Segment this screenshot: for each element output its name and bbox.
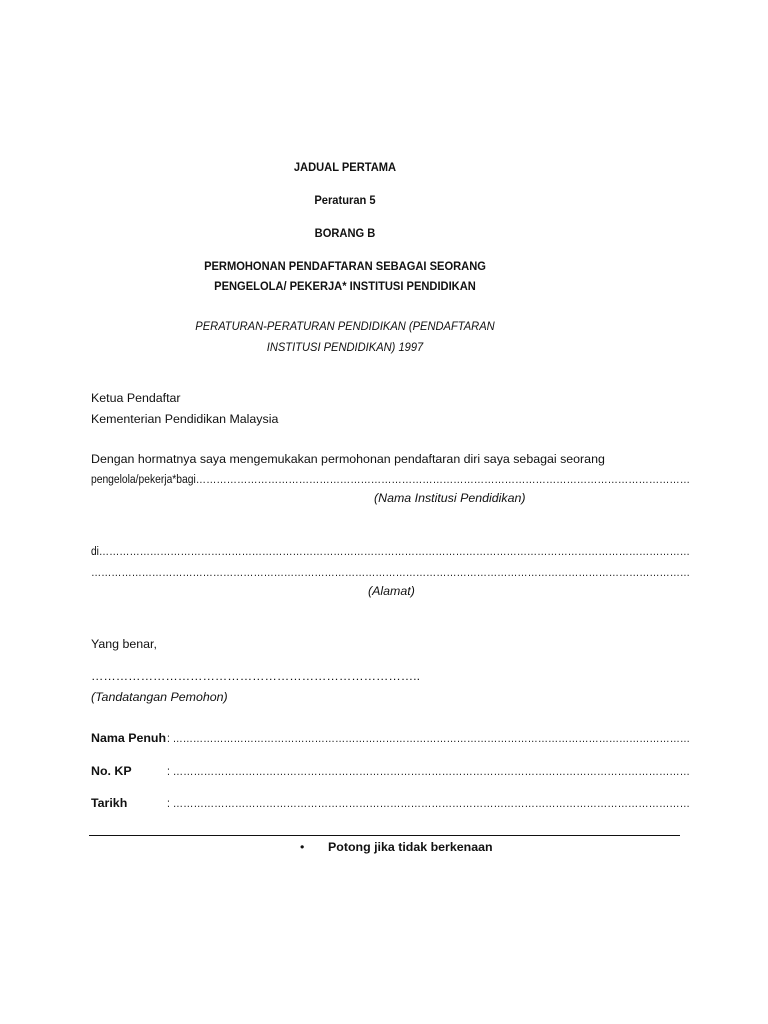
ic-number-field[interactable]: : ……………………………………………………………………………………………………………………………………	[167, 764, 690, 778]
institution-name-field[interactable]: pengelola/pekerja*bagi………………………………………………………………………………………………………………………………	[91, 472, 691, 486]
title-line-1: PERMOHONAN PENDAFTARAN SEBAGAI SEORANG	[204, 259, 486, 273]
signature-field[interactable]: ……………………………………………………………………..	[91, 669, 421, 683]
schedule-heading: JADUAL PERTAMA	[293, 160, 397, 174]
bullet-icon: •	[300, 840, 305, 854]
application-paragraph-line-1: Dengan hormatnya saya mengemukakan permohonan pendaftaran diri saya sebagai seorang	[91, 452, 605, 466]
address-field-line-1[interactable]: di…………………………………………………………………………………………………………………………………………………………	[91, 544, 690, 558]
footnote-text: Potong jika tidak berkenaan	[328, 840, 493, 854]
ic-number-label: No. KP	[91, 764, 132, 778]
address-caption: (Alamat)	[368, 584, 415, 598]
closing-text: Yang benar,	[91, 637, 157, 651]
signature-caption: (Tandatangan Pemohon)	[91, 690, 228, 704]
date-field[interactable]: : ……………………………………………………………………………………………………………………………………	[167, 796, 690, 810]
addressee-line-1: Ketua Pendaftar	[91, 391, 181, 405]
footnote	[300, 839, 493, 855]
full-name-field[interactable]: : ………………………………………………………………………………………………………………………………………	[167, 731, 690, 745]
form-heading: BORANG B	[314, 226, 376, 240]
addressee-line-2: Kementerian Pendidikan Malaysia	[91, 412, 279, 426]
date-label: Tarikh	[91, 796, 128, 810]
separator-rule	[89, 835, 680, 836]
title-line-2: PENGELOLA/ PEKERJA* INSTITUSI PENDIDIKAN	[214, 279, 476, 293]
institution-caption: (Nama Institusi Pendidikan)	[374, 491, 526, 505]
address-field-line-2[interactable]: ……………………………………………………………………………………………………………………………………………………………	[91, 565, 691, 579]
act-line-2: INSTITUSI PENDIDIKAN) 1997	[266, 340, 424, 354]
regulation-heading: Peraturan 5	[314, 193, 376, 207]
full-name-label: Nama Penuh	[91, 731, 167, 745]
act-line-1: PERATURAN-PERATURAN PENDIDIKAN (PENDAFTARAN	[195, 319, 495, 333]
